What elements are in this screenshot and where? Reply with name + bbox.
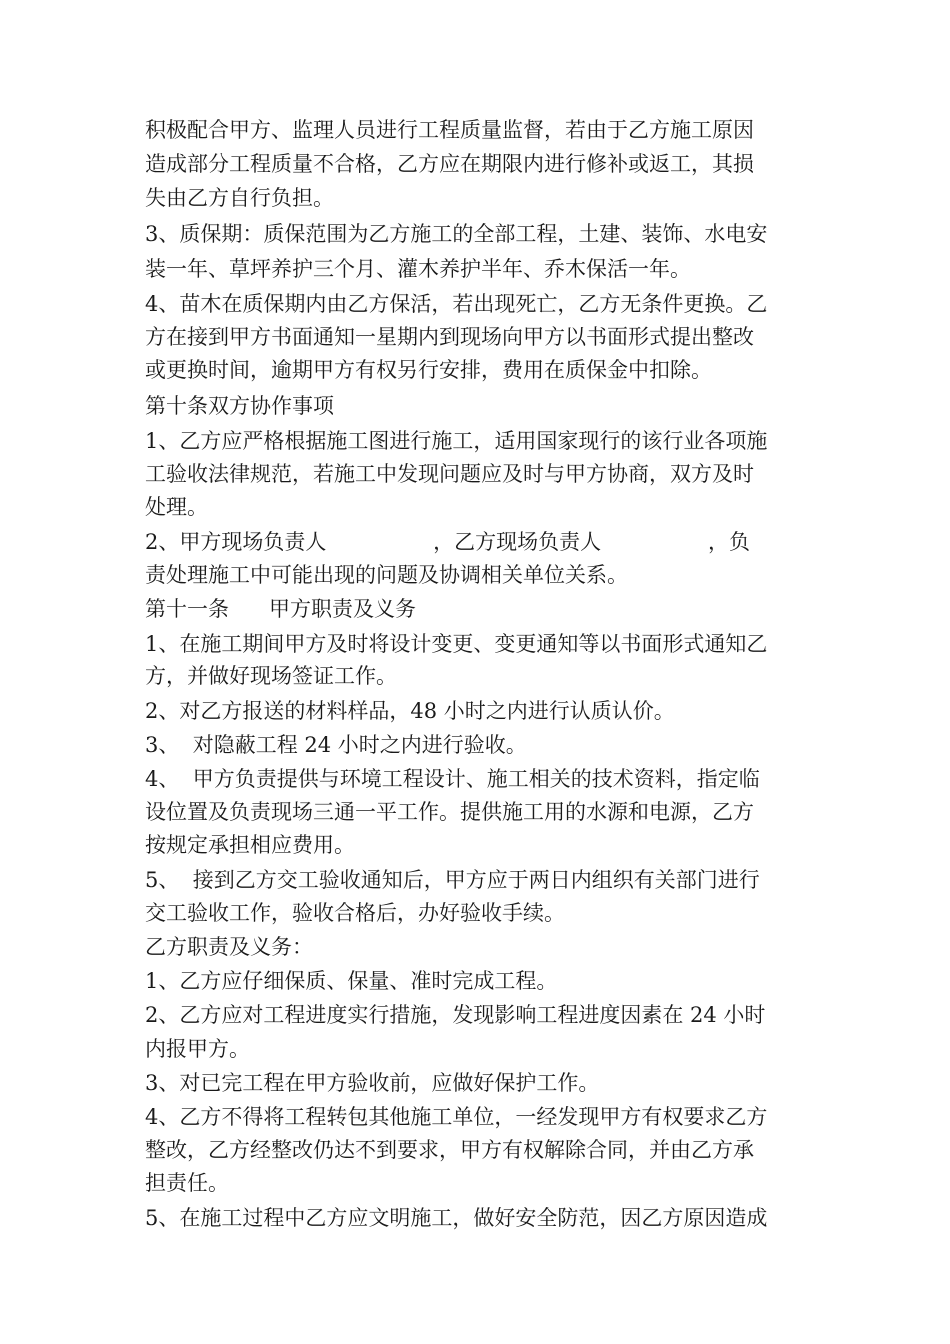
section-heading: 乙方职责及义务：	[145, 935, 313, 959]
text-line: 1、乙方应严格根据施工图进行施工，适用国家现行的该行业各项施	[145, 429, 768, 453]
text-line: 装一年、草坪养护三个月、灌木养护半年、乔木保活一年。	[145, 257, 691, 281]
text-line: 3、对已完工程在甲方验收前，应做好保护工作。	[145, 1071, 600, 1095]
section-heading: 第十条双方协作事项	[145, 394, 334, 418]
text-line: 2、甲方现场负责人 ，乙方现场负责人 ，负	[145, 530, 750, 554]
text-line: 1、在施工期间甲方及时将设计变更、变更通知等以书面形式通知乙	[145, 632, 768, 656]
text-line: 5、在施工过程中乙方应文明施工，做好安全防范，因乙方原因造成	[145, 1206, 768, 1230]
text-line: 4、苗木在质保期内由乙方保活，若出现死亡，乙方无条件更换。乙	[145, 292, 768, 316]
text-line: 按规定承担相应费用。	[145, 833, 355, 857]
text-line: 失由乙方自行负担。	[145, 186, 334, 210]
text-line: 造成部分工程质量不合格，乙方应在期限内进行修补或返工，其损	[145, 152, 754, 176]
text-line: 内报甲方。	[145, 1037, 250, 1061]
text-line: 设位置及负责现场三通一平工作。提供施工用的水源和电源，乙方	[145, 800, 754, 824]
text-line: 3、 对隐蔽工程 24 小时之内进行验收。	[145, 733, 527, 757]
text-line: 或更换时间，逾期甲方有权另行安排，费用在质保金中扣除。	[145, 358, 712, 382]
text-line: 方在接到甲方书面通知一星期内到现场向甲方以书面形式提出整改	[145, 325, 754, 349]
text-line: 3、质保期：质保范围为乙方施工的全部工程，土建、装饰、水电安	[145, 222, 768, 246]
text-line: 1、乙方应仔细保质、保量、准时完成工程。	[145, 969, 558, 993]
text-line: 积极配合甲方、监理人员进行工程质量监督，若由于乙方施工原因	[145, 118, 754, 142]
text-line: 方，并做好现场签证工作。	[145, 664, 397, 688]
section-heading: 第十一条 甲方职责及义务	[145, 597, 417, 621]
text-line: 处理。	[145, 495, 208, 519]
text-line: 4、乙方不得将工程转包其他施工单位，一经发现甲方有权要求乙方	[145, 1105, 768, 1129]
text-line: 责处理施工中可能出现的问题及协调相关单位关系。	[145, 563, 628, 587]
text-line: 交工验收工作，验收合格后，办好验收手续。	[145, 901, 565, 925]
text-line: 担责任。	[145, 1171, 229, 1195]
text-line: 工验收法律规范，若施工中发现问题应及时与甲方协商，双方及时	[145, 462, 754, 486]
text-line: 2、乙方应对工程进度实行措施，发现影响工程进度因素在 24 小时	[145, 1003, 766, 1027]
text-line: 4、 甲方负责提供与环境工程设计、施工相关的技术资料，指定临	[145, 767, 760, 791]
text-line: 2、对乙方报送的材料样品，48 小时之内进行认质认价。	[145, 699, 675, 723]
text-line: 整改，乙方经整改仍达不到要求，甲方有权解除合同，并由乙方承	[145, 1138, 754, 1162]
text-line: 5、 接到乙方交工验收通知后，甲方应于两日内组织有关部门进行	[145, 868, 760, 892]
